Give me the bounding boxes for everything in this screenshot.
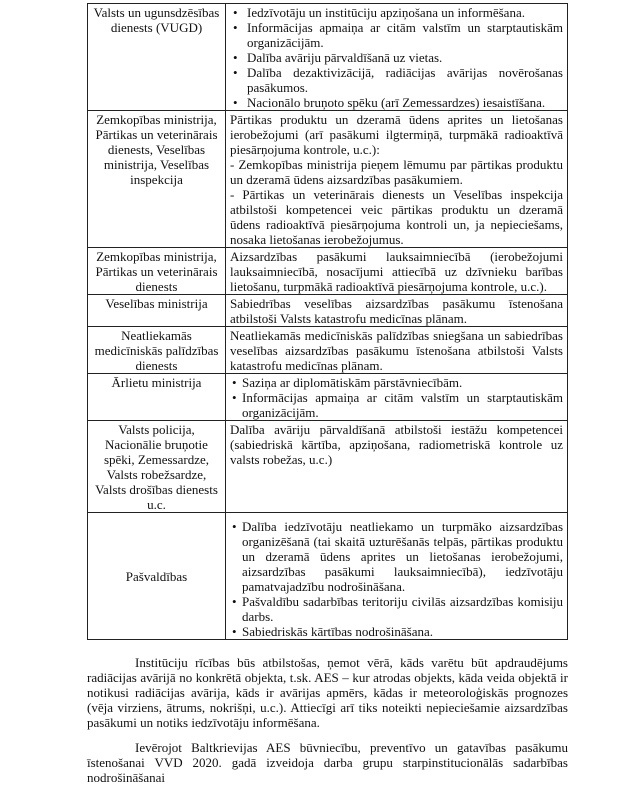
institution-cell: Ārlietu ministrija (88, 374, 226, 421)
list-item: • Informācijas apmaiņa ar citām valstīm un starptautiskām organizācijām. (230, 20, 563, 50)
table-row (88, 327, 568, 374)
paragraph: Ievērojot Baltkrievijas AES būvniecību, preventīvo un gatavības pasākumu īstenošanai VVD 2020. gadā izveidoja darba grupu starpinstitucionālās sadarbības nodrošināšanai (87, 740, 568, 785)
institution-cell: Zemkopības ministrija, Pārtikas un veterinārais dienests, Veselības ministrija, Veselības inspekcija (88, 111, 226, 248)
institution-cell: Neatliekamās medicīniskās palīdzības dienests (88, 327, 226, 374)
bullet-icon: • (232, 375, 237, 390)
institution-cell: Pašvaldības (88, 513, 226, 640)
bullet-icon: • (232, 390, 237, 405)
duties-cell (226, 4, 568, 111)
list-item: • Dalība dezaktivizācijā, radiācijas avārijas novērošanas pasākumos. (230, 65, 563, 95)
list-item: • Informācijas apmaiņa ar citām valstīm un starptautiskām organizācijām. (232, 390, 563, 420)
table-row (88, 421, 568, 513)
duties-cell: Pārtikas produktu un dzeramā ūdens aprites un lietošanas ierobežojumi (arī pasākumi ilgtermiņā, turpmākā radioaktīvā piesārņojuma kontrole, u.c.): - Zemkopības ministrija pieņem lēmumu par pārtikas produktu un dzeramā ūdens aizsardzības pasākumiem. - Pārtikas un veterinārais dienests un Veselības inspekcija atbilstoši kompetencei veic pārtikas produktu un dzeramā ūdens radioaktīvā piesārņojuma kontroli un, ja nepieciešams, nosaka lietošanas ierobežojumus. (226, 111, 568, 248)
institution-cell: Veselības ministrija (88, 295, 226, 327)
institution-cell: Valsts policija, Nacionālie bruņotie spēki, Zemessardze, Valsts robežsardze, Valsts drošības dienests u.c. (88, 421, 226, 513)
table-row (88, 295, 568, 327)
list-item: • Iedzīvotāju un institūciju apziņošana un informēšana. (230, 5, 563, 20)
list-item: • Nacionālo bruņoto spēku (arī Zemessardzes) iesaistīšana. (230, 95, 563, 110)
table-row (88, 4, 568, 111)
bullet-icon: • (232, 519, 237, 534)
list-item: • Dalība avāriju pārvaldīšanā uz vietas. (230, 50, 563, 65)
responsibilities-table (87, 3, 568, 640)
list-item: • Dalība iedzīvotāju neatliekamo un turpmāko aizsardzības organizēšanā (tai skaitā uzturēšanās telpās, pārtikas produktu un dzeramā ūdens aprites un lietošanas ierobežojumi, aizsardzības pasākumi lauksaimniecībā), iedzīvotāju pamatvajadzību nodrošināšana. (232, 519, 563, 594)
duties-cell (226, 374, 568, 421)
body-text (87, 655, 568, 785)
list-item: • Sabiedriskās kārtības nodrošināšana. (232, 624, 433, 639)
bullet-icon: • (233, 20, 238, 35)
list-item: • Pašvaldību sadarbības teritoriju civilās aizsardzības komisiju darbs. (232, 594, 563, 624)
institution-cell: Valsts un ugunsdzēsības dienests (VUGD) (88, 4, 226, 111)
duties-cell: Sabiedrības veselības aizsardzības pasākumu īstenošana atbilstoši Valsts katastrofu medicīnas plānam. (226, 295, 568, 327)
list-item: • Saziņa ar diplomātiskām pārstāvniecībām. (232, 375, 463, 390)
bullet-icon: • (232, 624, 237, 639)
bullet-icon: • (233, 50, 238, 65)
table-row (88, 248, 568, 295)
table-row (88, 513, 568, 640)
institution-cell: Zemkopības ministrija, Pārtikas un veterinārais dienests (88, 248, 226, 295)
duties-cell: Neatliekamās medicīniskās palīdzības sniegšana un sabiedrības veselības aizsardzības pasākumu īstenošana atbilstoši Valsts katastrofu medicīnas plānam. (226, 327, 568, 374)
table-row (88, 374, 568, 421)
bullet-icon: • (232, 594, 237, 609)
duties-cell: Aizsardzības pasākumi lauksaimniecībā (ierobežojumi lauksaimniecībā, nosacījumi attiecībā uz dzīvnieku barības lietošanu, turpmākā radioaktīvā piesārņojuma kontrole, u.c.). (226, 248, 568, 295)
bullet-icon: • (233, 5, 238, 20)
duties-cell: Dalība avāriju pārvaldīšanā atbilstoši iestāžu kompetencei (sabiedriskā kārtība, apziņošana, radiometriskā kontrole uz valsts robežas, u.c.) (226, 421, 568, 513)
bullet-icon: • (233, 95, 238, 110)
paragraph: Institūciju rīcības būs atbilstošas, ņemot vērā, kāds varētu būt apdraudējums radiācijas avārijā no konkrētā objekta, t.sk. AES – kur atrodas objekts, kāda veida objektā ir notikusi radiācijas avārija, kāds ir avārijas apmērs, kādas ir meteoroloģiskās prognozes (vēja virziens, ātrums, nokrišņi, u.c.). Attiecīgi arī tiks noteikti nepieciešamie aizsardzības pasākumi un notiks iedzīvotāju informēšana. (87, 655, 568, 730)
bullet-icon: • (233, 65, 238, 80)
duties-cell (226, 513, 568, 640)
table-row (88, 111, 568, 248)
